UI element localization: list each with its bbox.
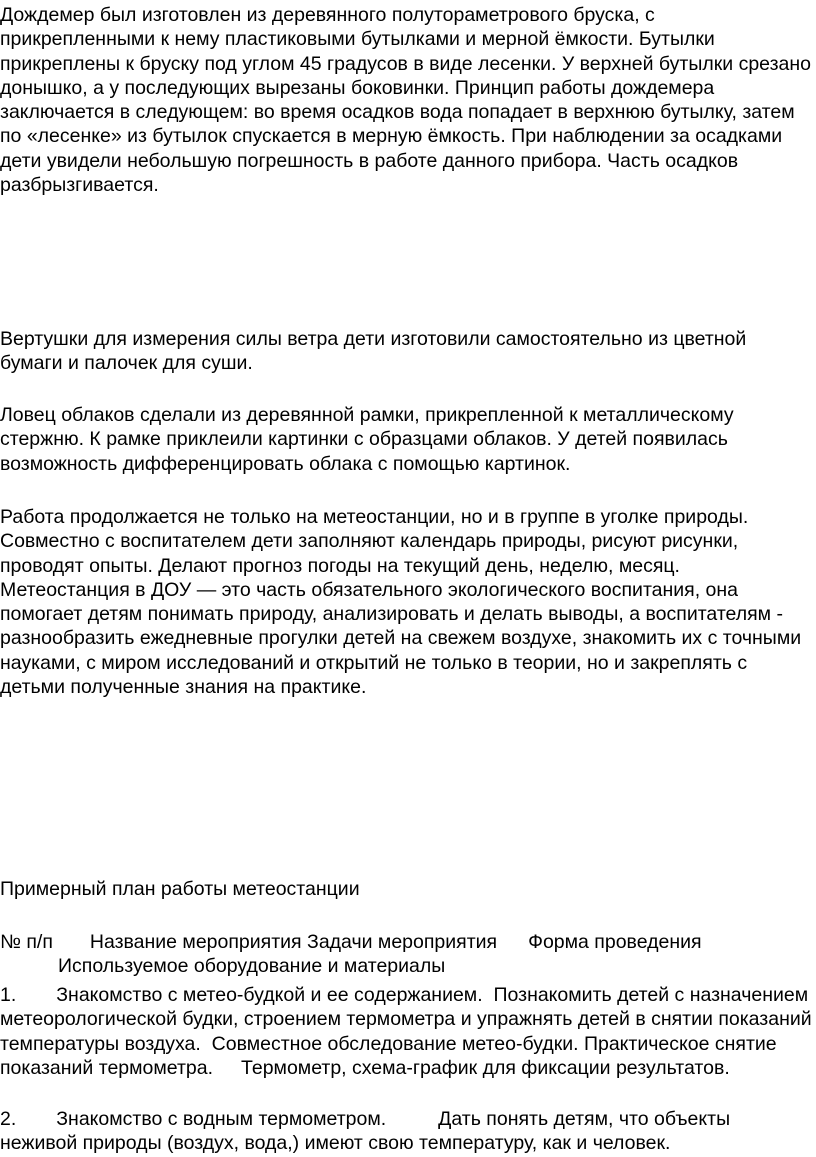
plan-row xyxy=(0,983,812,1080)
paragraph-ongoing-work: Работа продолжается не только на метеостанции, но и в группе в уголке природы. Совместно с воспитателем дети заполняют календарь природы, рисуют рисунки, проводят опыты. Делают прогноз погоды на текущий день, неделю, месяц. Метеостанция в ДОУ — это часть обязательного экологического воспитания, она помогает детям понимать природу, анализировать и делать выводы, а воспитателям - разнообразить ежедневные прогулки детей на свежем воздухе, знакомить их с точными науками, с миром исследований и открытий не только в теории, но и закреплять с детьми полученные знания на практике. xyxy=(0,506,802,699)
row-number: 2. xyxy=(0,1108,17,1130)
column-form: Форма проведения xyxy=(528,931,702,953)
column-number: № п/п xyxy=(0,931,53,953)
row-name: Знакомство с водным термометром. xyxy=(56,1108,387,1130)
paragraph-cloud-catcher: Ловец облаков сделали из деревянной рамки, прикрепленной к металлическому стержню. К рамке приклеили картинки с образцами облаков. У детей появилась возможность дифференцировать облака с помощью картинок. xyxy=(0,404,734,475)
row-form: Совместное обследование метео-будки. Практическое снятие показаний термометра. xyxy=(0,1032,777,1079)
column-equipment: Используемое оборудование и материалы xyxy=(58,955,446,978)
paragraph-wind-vanes: Вертушки для измерения силы ветра дети изготовили самостоятельно из цветной бумаги и палочек для суши. xyxy=(0,328,747,375)
row-tasks: Дать понять детям, что объекты неживой природы (воздух, вода,) имеют свою температуру, как и человек. xyxy=(0,1108,731,1155)
row-equipment: Термометр, схема-график для фиксации результатов. xyxy=(241,1056,730,1079)
plan-heading: Примерный план работы метеостанции xyxy=(0,878,360,900)
paragraph-rain-gauge: Дождемер был изготовлен из деревянного полутораметрового бруска, с прикрепленными к нему пластиковыми бутылками и мерной ёмкости. Бутылки прикреплены к бруску под углом 45 градусов в виде лесенки. У верхней бутылки срезано донышко, а у последующих вырезаны боковинки. Принцип работы дождемера заключается в следующем: во время осадков вода попадает в верхнюю бутылку, затем по «лесенке» из бутылок спускается в мерную ёмкость. При наблюдении за осадками дети увидели небольшую погрешность в работе данного прибора. Часть осадков разбрызгивается. xyxy=(0,4,812,197)
row-number: 1. xyxy=(0,984,17,1006)
column-name: Название мероприятия xyxy=(89,931,302,953)
plan-row xyxy=(0,1107,812,1156)
column-tasks: Задачи мероприятия xyxy=(307,931,498,953)
row-name: Знакомство с метео-будкой и ее содержанием. xyxy=(56,984,483,1006)
plan-table-header xyxy=(0,930,812,979)
row-tasks: Познакомить детей с назначением метеорологической будки, строением термометра и упражнять детей в снятии показаний температуры воздуха. xyxy=(0,984,812,1055)
